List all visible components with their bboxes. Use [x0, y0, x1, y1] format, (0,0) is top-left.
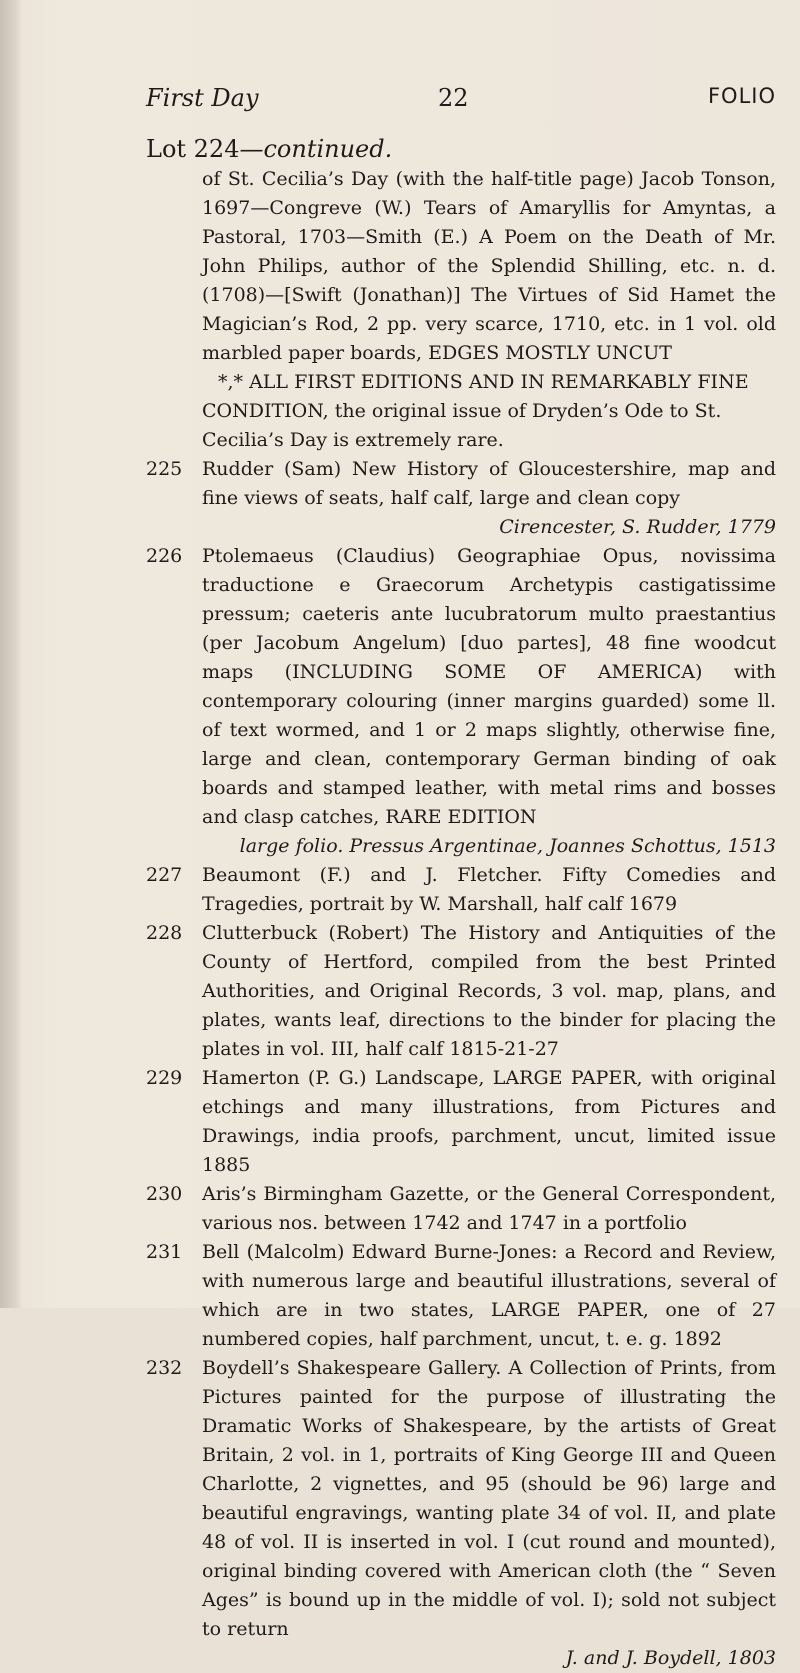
page-header [146, 84, 776, 118]
lot-entry [146, 1064, 776, 1180]
lot-entry [146, 1180, 776, 1238]
lot-description: Hamerton (P. G.) Landscape, LARGE PAPER, with original etchings and many illustrations, from Pictures and Drawings, india proofs, parchment, uncut, limited issue 1885 [202, 1067, 776, 1176]
lot-imprint: Cirencester, S. Rudder, 1779 [499, 516, 776, 538]
lot-description: Boydell’s Shakespeare Gallery. A Collection of Prints, from Pictures painted for the purpose of illustrating the Dramatic Works of Shakespeare, by the artists of Great Britain, 2 vol. in 1, portraits of King George III and Queen Charlotte, 2 vignettes, and 95 (should be 96) large and beautiful engravings, wanting plate 34 of vol. II, and plate 48 of vol. II is inserted in vol. I (cut round and mounted), original binding covered with American cloth (the “ Seven Ages” is bound up in the middle of vol. I); sold not subject to return [202, 1357, 776, 1640]
lot-entry [146, 919, 776, 1064]
lot-number: 226 [146, 545, 183, 567]
page-gutter [0, 0, 22, 1308]
lot-imprint: J. and J. Boydell, 1803 [565, 1647, 776, 1669]
lot-number: 231 [146, 1241, 183, 1263]
lot-continued: —continued. [239, 135, 393, 163]
lot-label: Lot 224 [146, 135, 240, 163]
lot-entry [146, 542, 776, 861]
lot-number: 230 [146, 1183, 183, 1205]
lot-description: Clutterbuck (Robert) The History and Antiquities of the County of Hertford, compiled from the best Printed Authorities, and Original Records, 3 vol. map, plans, and plates, wants leaf, directions to the binder for placing the plates in vol. III, half calf 1815-21-27 [202, 922, 776, 1060]
lot-number: 228 [146, 922, 183, 944]
lot-number: 232 [146, 1357, 183, 1379]
lot-description: Aris’s Birmingham Gazette, or the General Correspondent, various nos. between 1742 and 1747 in a portfolio [202, 1183, 776, 1234]
lot-description: Beaumont (F.) and J. Fletcher. Fifty Comedies and Tragedies, portrait by W. Marshall, half calf 1679 [202, 864, 776, 915]
lot-description: Rudder (Sam) New History of Gloucestershire, map and fine views of seats, half calf, large and clean copy [202, 458, 776, 509]
header-day: First Day [146, 84, 259, 112]
lot-224-text: of St. Cecilia’s Day (with the half-title page) Jacob Tonson, 1697—Congreve (W.) Tears of Amaryllis for Amyntas, a Pastoral, 1703—Smith (E.) A Poem on the Death of Mr. John Philips, author of the Splendid Shilling, etc. n. d. (1708)—[Swift (Jonathan)] The Virtues of Sid Hamet the Magician’s Rod, 2 pp. very scarce, 1710, etc. in 1 vol. old marbled paper boards, EDGES MOSTLY UNCUT [202, 168, 776, 364]
lot-entry [146, 1238, 776, 1354]
lot-number: 229 [146, 1067, 183, 1089]
lot-entry [146, 1354, 776, 1673]
lot-imprint: large folio. Pressus Argentinae, Joannes Schottus, 1513 [239, 835, 776, 857]
lot-entry [146, 455, 776, 542]
lot-224-note: *,* ALL FIRST EDITIONS AND IN REMARKABLY FINE CONDITION, the original issue of Dryden’s Ode to St. Cecilia’s Day is extremely rare. [202, 371, 749, 451]
lot-224-continuation [146, 165, 776, 368]
lot-entry [146, 861, 776, 919]
header-format: FOLIO [707, 84, 776, 108]
lot-description: Ptolemaeus (Claudius) Geographiae Opus, novissima traductione e Graecorum Archetypis castigatissime pressum; caeteris ante lucubratorum multo praestantius (per Jacobum Angelum) [duo partes], 48 fine woodcut maps (INCLUDING SOME OF AMERICA) with contemporary colouring (inner margins guarded) some ll. of text wormed, and 1 or 2 maps slightly, otherwise fine, large and clean, contemporary German binding of oak boards and stamped leather, with metal rims and bosses and clasp catches, RARE EDITION [202, 545, 776, 828]
lot-list [146, 165, 776, 1673]
lot-number: 227 [146, 864, 183, 886]
lot-number: 225 [146, 458, 183, 480]
page-number: 22 [438, 84, 469, 112]
lot-description: Bell (Malcolm) Edward Burne-Jones: a Record and Review, with numerous large and beautiful illustrations, several of which are in two states, LARGE PAPER, one of 27 numbered copies, half parchment, uncut, t. e. g. 1892 [202, 1241, 776, 1350]
lot-heading [146, 135, 392, 163]
